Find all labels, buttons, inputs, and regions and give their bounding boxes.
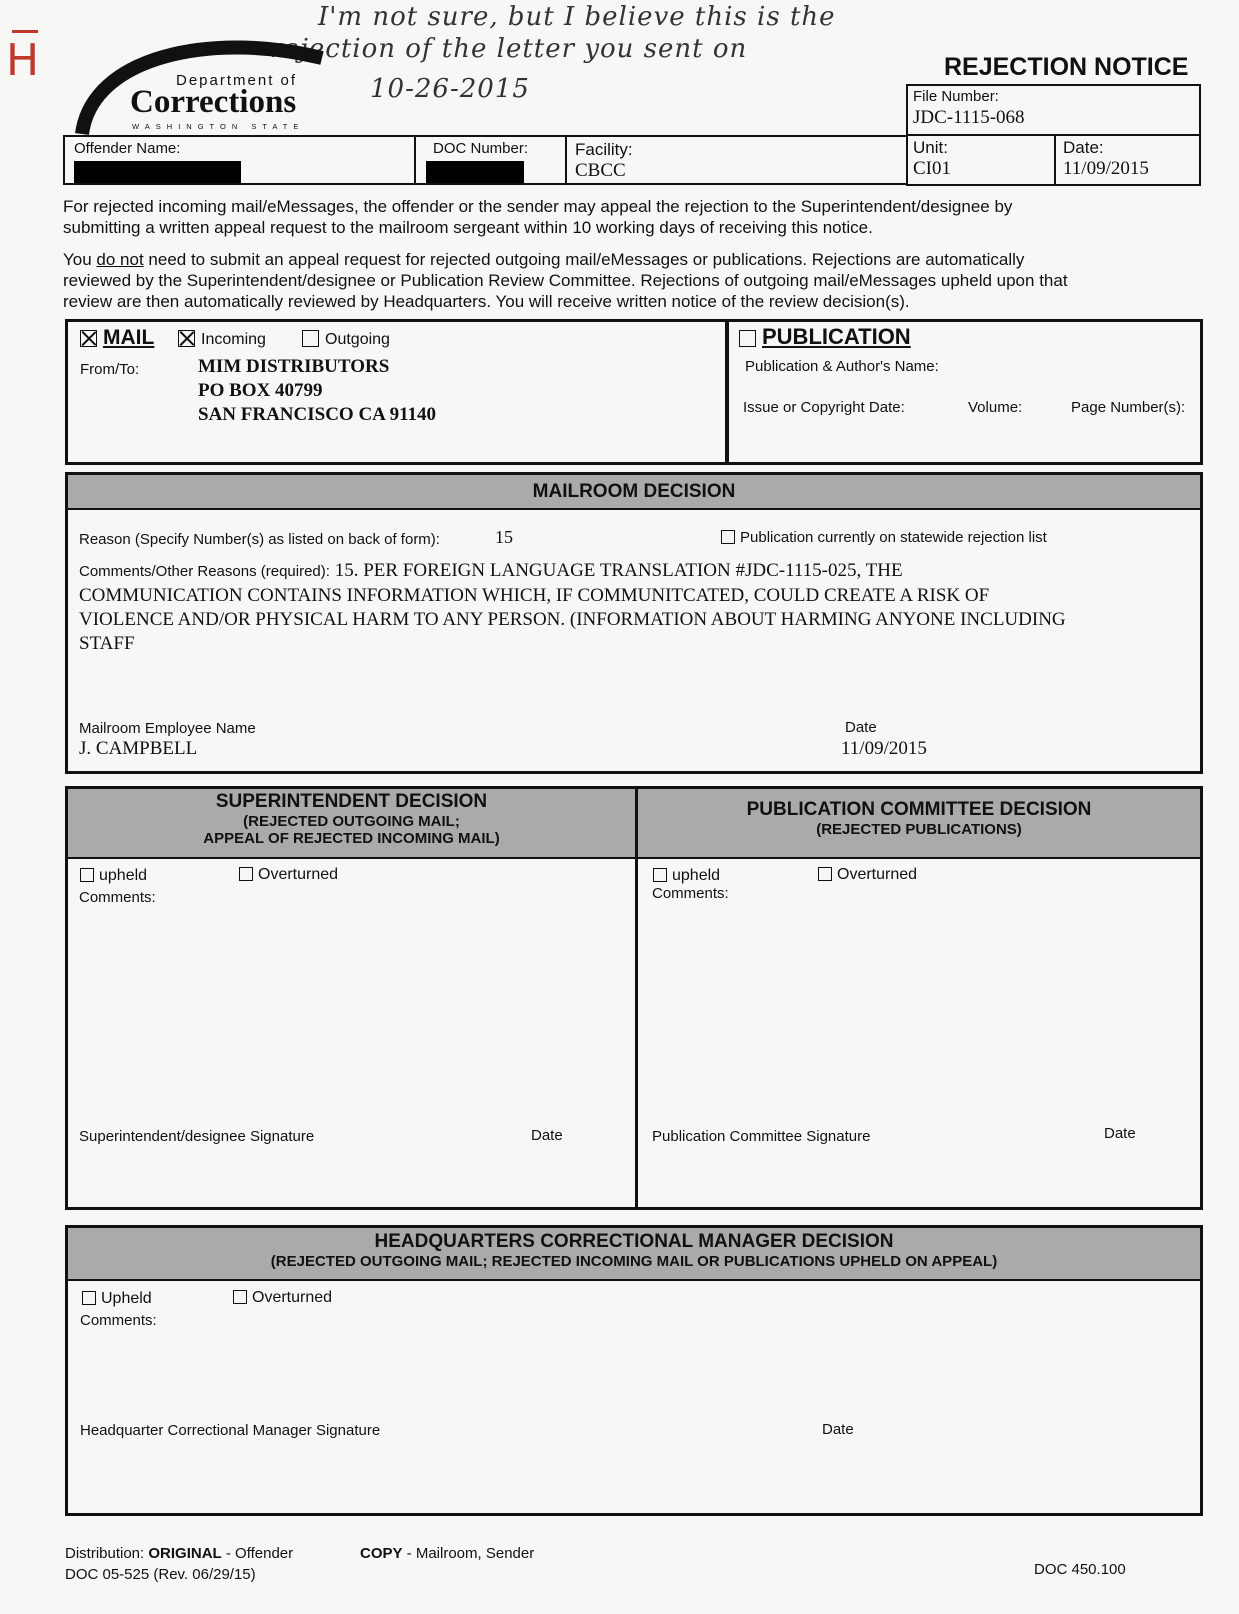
auto-review-notice: You do not need to submit an appeal request for rejected outgoing mail/eMessages or publications. Rejections are automatically reviewed by the Superintendent/designee or Publication Review Committee. Rejections of outgoing mail/eMessages upheld upon that review are then automatically reviewed by Headquarters. You will receive written notice of the review decision(s).	[63, 250, 1068, 311]
publication-checkbox[interactable]	[739, 330, 756, 347]
handwritten-note-line2: rejection of the letter you sent on	[270, 34, 748, 64]
handwritten-h-mark: H	[6, 30, 39, 86]
publication-committee-heading: PUBLICATION COMMITTEE DECISION (REJECTED PUBLICATIONS)	[638, 789, 1200, 859]
doc-number-box	[414, 135, 567, 185]
statewide-rejection-option[interactable]: Publication currently on statewide rejection list	[721, 529, 1047, 546]
hq-overturned-option[interactable]: Overturned	[233, 1289, 332, 1307]
committee-overturned-checkbox[interactable]	[818, 867, 832, 881]
offender-name-redaction	[74, 161, 241, 183]
publication-name-label: Publication & Author's Name:	[745, 358, 939, 375]
unit-value: CI01	[913, 158, 951, 179]
distribution-line: Distribution: ORIGINAL - Offender	[65, 1545, 294, 1562]
file-number-label: File Number:	[913, 88, 999, 105]
unit-label: Unit:	[913, 138, 948, 157]
mailroom-decision-heading: MAILROOM DECISION	[68, 475, 1200, 510]
superintendent-overturned-option[interactable]: Overturned	[239, 866, 338, 884]
superintendent-comments-label: Comments:	[79, 889, 156, 906]
facility-value: CBCC	[575, 160, 626, 181]
superintendent-overturned-checkbox[interactable]	[239, 867, 253, 881]
volume-label: Volume:	[968, 399, 1023, 416]
employee-name-label: Mailroom Employee Name	[79, 720, 256, 737]
hq-comments-label: Comments:	[80, 1312, 157, 1329]
superintendent-heading: SUPERINTENDENT DECISION (REJECTED OUTGOING MAIL; APPEAL OF REJECTED INCOMING MAIL)	[68, 789, 635, 859]
file-number-value: JDC-1115-068	[913, 107, 1025, 128]
doc-number-label: DOC Number:	[433, 140, 529, 157]
publication-option[interactable]: PUBLICATION	[739, 324, 911, 350]
handwritten-note-line3: 10-26-2015	[370, 74, 530, 104]
appeal-instructions: For rejected incoming mail/eMessages, the offender or the sender may appeal the rejection to the Superintendent/designee by submitting a written appeal request to the mailroom sergeant within 10 working days of receiving this notice.	[63, 197, 1013, 237]
superintendent-upheld-checkbox[interactable]	[80, 868, 94, 882]
committee-upheld-checkbox[interactable]	[653, 868, 667, 882]
unit-box	[906, 134, 1056, 186]
distribution-copy: COPY - Mailroom, Sender	[360, 1545, 535, 1562]
hq-signature-label: Headquarter Correctional Manager Signature	[80, 1422, 381, 1439]
publication-committee-section	[635, 786, 1203, 1210]
committee-overturned-option[interactable]: Overturned	[818, 866, 917, 884]
facility-label: Facility:	[575, 140, 633, 159]
committee-upheld-option[interactable]: upheld	[653, 867, 720, 885]
publication-section	[726, 319, 1203, 465]
logo-corrections: Corrections	[130, 84, 297, 120]
offender-name-box	[63, 135, 416, 185]
committee-comments-label: Comments:	[652, 885, 729, 902]
comments-label: Comments/Other Reasons (required):	[79, 563, 330, 580]
employee-name-value: J. CAMPBELL	[79, 738, 198, 759]
date-value: 11/09/2015	[1063, 158, 1149, 179]
policy-number: DOC 450.100	[1034, 1561, 1126, 1578]
from-to-label: From/To:	[80, 361, 140, 378]
hq-upheld-checkbox[interactable]	[82, 1291, 96, 1305]
hq-upheld-option[interactable]: Upheld	[82, 1290, 152, 1308]
committee-signature-label: Publication Committee Signature	[652, 1128, 871, 1145]
hq-decision-section	[65, 1225, 1203, 1516]
date-box	[1054, 134, 1201, 186]
outgoing-option[interactable]: Outgoing	[302, 330, 390, 349]
page-number-label: Page Number(s):	[1071, 399, 1186, 416]
file-number-box	[906, 84, 1201, 136]
superintendent-upheld-option[interactable]: upheld	[80, 867, 147, 885]
logo-state: WASHINGTON STATE	[132, 122, 305, 131]
facility-box	[565, 135, 908, 185]
incoming-option[interactable]: Incoming	[178, 330, 266, 349]
statewide-rejection-checkbox[interactable]	[721, 530, 735, 544]
mail-address: MIM DISTRIBUTORS PO BOX 40799 SAN FRANCISCO CA 91140	[198, 356, 437, 425]
mailroom-decision-section	[65, 472, 1203, 774]
mail-section	[65, 319, 728, 465]
superintendent-date-label: Date	[531, 1127, 563, 1144]
hq-overturned-checkbox[interactable]	[233, 1290, 247, 1304]
incoming-checkbox-checked[interactable]	[178, 330, 195, 347]
mailroom-date-label: Date	[845, 719, 877, 736]
committee-date-label: Date	[1104, 1125, 1136, 1142]
superintendent-section	[65, 786, 638, 1210]
issue-date-label: Issue or Copyright Date:	[743, 399, 905, 416]
superintendent-signature-label: Superintendent/designee Signature	[79, 1128, 315, 1145]
outgoing-checkbox[interactable]	[302, 330, 319, 347]
handwritten-note-line1: I'm not sure, but I believe this is the	[318, 2, 836, 32]
doc-logo	[72, 36, 332, 136]
mailroom-comments: Comments/Other Reasons (required): 15. PER FOREIGN LANGUAGE TRANSLATION #JDC-1115-025, THE COMMUNICATION CONTAINS INFORMATION WHICH, IF COMMUNITCATED, COULD CREATE A RISK OF VIOLENCE AND/OR PHYSICAL HARM TO ANY PERSON. (INFORMATION ABOUT HARMING ANYONE INCLUDING STAFF	[79, 560, 1066, 654]
page-title: REJECTION NOTICE	[944, 53, 1189, 81]
hq-date-label: Date	[822, 1421, 854, 1438]
reason-label: Reason (Specify Number(s) as listed on back of form):	[79, 531, 440, 548]
logo-department: Department of	[176, 72, 298, 89]
doc-number-redaction	[426, 161, 524, 183]
mailroom-date-value: 11/09/2015	[841, 738, 927, 759]
form-number: DOC 05-525 (Rev. 06/29/15)	[65, 1566, 256, 1583]
date-label: Date:	[1063, 138, 1104, 157]
mail-checkbox-checked[interactable]	[80, 330, 97, 347]
reason-value: 15	[495, 527, 513, 547]
hq-decision-heading: HEADQUARTERS CORRECTIONAL MANAGER DECISION (REJECTED OUTGOING MAIL; REJECTED INCOMING MAIL OR PUBLICATIONS UPHELD ON APPEAL)	[68, 1228, 1200, 1281]
mail-checkbox-group[interactable]: MAIL	[80, 326, 154, 350]
offender-name-label: Offender Name:	[74, 140, 181, 157]
